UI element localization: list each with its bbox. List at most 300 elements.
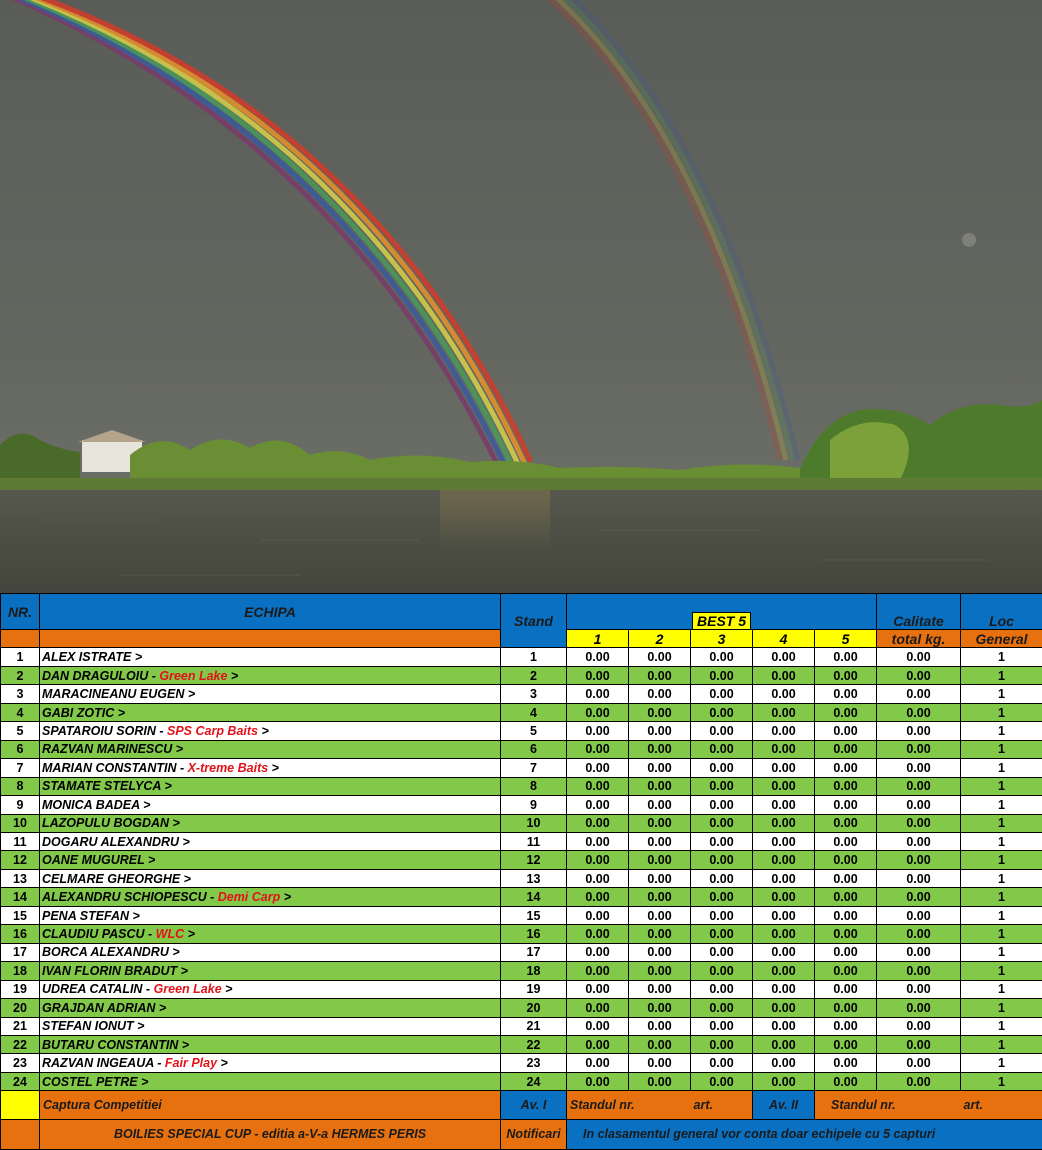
row-stand: 11: [501, 833, 567, 851]
row-best-5: 0.00: [815, 1017, 877, 1035]
row-best-5: 0.00: [815, 1054, 877, 1072]
row-team-name: [40, 925, 501, 943]
row-loc: 1: [961, 777, 1042, 795]
row-nr: 5: [1, 722, 40, 740]
best-5-label: BEST 5: [692, 612, 751, 629]
row-best-4: 0.00: [753, 666, 815, 684]
row-best-3: 0.00: [691, 796, 753, 814]
row-total: 0.00: [877, 648, 961, 666]
team-name: STEFAN IONUT >: [42, 1019, 145, 1034]
row-nr: 10: [1, 814, 40, 832]
row-best-2: 0.00: [629, 980, 691, 998]
row-total: 0.00: [877, 1035, 961, 1053]
row-team-name: [40, 1054, 501, 1072]
row-best-1: 0.00: [567, 777, 629, 795]
row-best-4: 0.00: [753, 814, 815, 832]
best-col-1: 1: [567, 630, 629, 648]
team-suffix: >: [258, 724, 269, 738]
row-team-name: [40, 1035, 501, 1053]
row-best-4: 0.00: [753, 1072, 815, 1090]
row-total: 0.00: [877, 906, 961, 924]
row-best-2: 0.00: [629, 888, 691, 906]
row-best-5: 0.00: [815, 648, 877, 666]
row-best-4: 0.00: [753, 1017, 815, 1035]
table-row: [1, 796, 1042, 814]
row-best-4: 0.00: [753, 962, 815, 980]
row-nr: 13: [1, 869, 40, 887]
row-loc: 1: [961, 925, 1042, 943]
row-best-5: 0.00: [815, 943, 877, 961]
row-team-name: [40, 814, 501, 832]
row-best-1: 0.00: [567, 1017, 629, 1035]
row-best-1: 0.00: [567, 1035, 629, 1053]
row-stand: 4: [501, 703, 567, 721]
row-team-name: [40, 740, 501, 758]
row-best-1: 0.00: [567, 759, 629, 777]
team-name: COSTEL PETRE >: [42, 1074, 149, 1089]
row-best-2: 0.00: [629, 685, 691, 703]
table-row: [1, 1017, 1042, 1035]
row-total: 0.00: [877, 759, 961, 777]
header-best: [567, 594, 877, 630]
team-name: RAZVAN MARINESCU >: [42, 742, 184, 757]
team-name: IVAN FLORIN BRADUT >: [42, 963, 188, 978]
row-best-1: 0.00: [567, 1072, 629, 1090]
row-total: 0.00: [877, 869, 961, 887]
row-best-2: 0.00: [629, 1035, 691, 1053]
header-calitate-sub: total kg.: [877, 630, 961, 648]
row-nr: 1: [1, 648, 40, 666]
row-team-name: [40, 962, 501, 980]
team-name: DOGARU ALEXANDRU >: [42, 834, 190, 849]
row-nr: 3: [1, 685, 40, 703]
row-best-1: 0.00: [567, 685, 629, 703]
row-loc: 1: [961, 906, 1042, 924]
row-nr: 4: [1, 703, 40, 721]
row-best-3: 0.00: [691, 962, 753, 980]
row-best-1: 0.00: [567, 943, 629, 961]
row-total: 0.00: [877, 722, 961, 740]
row-total: 0.00: [877, 1017, 961, 1035]
row-loc: 1: [961, 685, 1042, 703]
row-total: 0.00: [877, 943, 961, 961]
row-loc: 1: [961, 648, 1042, 666]
row-team-name: [40, 943, 501, 961]
row-best-5: 0.00: [815, 666, 877, 684]
row-best-5: 0.00: [815, 685, 877, 703]
row-best-5: 0.00: [815, 999, 877, 1017]
row-best-2: 0.00: [629, 1017, 691, 1035]
row-best-4: 0.00: [753, 869, 815, 887]
row-best-3: 0.00: [691, 980, 753, 998]
header-loc-sub: General: [961, 630, 1042, 648]
table-row: [1, 1035, 1042, 1053]
row-total: 0.00: [877, 1072, 961, 1090]
row-best-2: 0.00: [629, 703, 691, 721]
table-row: [1, 666, 1042, 684]
row-total: 0.00: [877, 925, 961, 943]
team-name: OANE MUGUREL >: [42, 853, 156, 868]
row-team-name: [40, 685, 501, 703]
footer-standul-2: Standul nr.: [815, 1091, 961, 1119]
row-total: 0.00: [877, 666, 961, 684]
header-nr: NR.: [1, 594, 40, 630]
row-team-name: [40, 666, 501, 684]
row-loc: 1: [961, 869, 1042, 887]
row-loc: 1: [961, 1035, 1042, 1053]
row-loc: 1: [961, 1017, 1042, 1035]
footer-captura: Captura Competitiei: [40, 1091, 501, 1119]
team-sponsor: Fair Play: [164, 1056, 218, 1071]
row-stand: 18: [501, 962, 567, 980]
row-loc: 1: [961, 833, 1042, 851]
row-best-5: 0.00: [815, 740, 877, 758]
team-name: STAMATE STELYCA >: [42, 779, 172, 794]
team-name: BUTARU CONSTANTIN >: [42, 1037, 190, 1052]
row-best-5: 0.00: [815, 722, 877, 740]
row-best-2: 0.00: [629, 1054, 691, 1072]
best-col-4: 4: [753, 630, 815, 648]
row-total: 0.00: [877, 999, 961, 1017]
team-name: DAN DRAGULOIU -: [42, 668, 160, 683]
footer-art-1: art.: [691, 1091, 753, 1119]
row-nr: 6: [1, 740, 40, 758]
row-team-name: [40, 851, 501, 869]
table-row: [1, 999, 1042, 1017]
team-name: MONICA BADEA >: [42, 797, 151, 812]
row-best-2: 0.00: [629, 869, 691, 887]
row-best-2: 0.00: [629, 722, 691, 740]
row-best-3: 0.00: [691, 814, 753, 832]
row-best-1: 0.00: [567, 962, 629, 980]
row-best-5: 0.00: [815, 962, 877, 980]
footer-av1: Av. I: [501, 1091, 567, 1119]
row-best-2: 0.00: [629, 851, 691, 869]
row-best-1: 0.00: [567, 722, 629, 740]
team-name: MARIAN CONSTANTIN -: [42, 760, 188, 775]
row-best-4: 0.00: [753, 648, 815, 666]
row-stand: 21: [501, 1017, 567, 1035]
row-nr: 15: [1, 906, 40, 924]
row-best-4: 0.00: [753, 777, 815, 795]
table-row: [1, 814, 1042, 832]
footer-event: BOILIES SPECIAL CUP - editia a-V-a HERMES PERIS: [40, 1119, 501, 1149]
header-loc: Loc: [961, 594, 1042, 630]
row-best-1: 0.00: [567, 925, 629, 943]
row-stand: 20: [501, 999, 567, 1017]
row-best-2: 0.00: [629, 943, 691, 961]
team-name: MARACINEANU EUGEN >: [42, 687, 196, 702]
table-row: [1, 648, 1042, 666]
row-total: 0.00: [877, 980, 961, 998]
row-best-2: 0.00: [629, 999, 691, 1017]
row-best-4: 0.00: [753, 722, 815, 740]
row-best-1: 0.00: [567, 888, 629, 906]
row-loc: 1: [961, 666, 1042, 684]
table-row: [1, 943, 1042, 961]
footer-note: In clasamentul general vor conta doar echipele cu 5 capturi: [567, 1119, 1042, 1149]
table-row: [1, 851, 1042, 869]
row-best-4: 0.00: [753, 906, 815, 924]
row-loc: 1: [961, 851, 1042, 869]
row-best-3: 0.00: [691, 666, 753, 684]
results-table: [0, 593, 1042, 1150]
row-best-3: 0.00: [691, 1035, 753, 1053]
row-best-1: 0.00: [567, 740, 629, 758]
row-stand: 15: [501, 906, 567, 924]
row-team-name: [40, 906, 501, 924]
row-best-1: 0.00: [567, 980, 629, 998]
row-best-4: 0.00: [753, 796, 815, 814]
row-loc: 1: [961, 740, 1042, 758]
row-total: 0.00: [877, 1054, 961, 1072]
row-best-3: 0.00: [691, 703, 753, 721]
table-row: [1, 1072, 1042, 1090]
row-best-1: 0.00: [567, 666, 629, 684]
row-team-name: [40, 1017, 501, 1035]
row-best-4: 0.00: [753, 685, 815, 703]
row-stand: 2: [501, 666, 567, 684]
row-best-4: 0.00: [753, 1054, 815, 1072]
row-best-2: 0.00: [629, 666, 691, 684]
table-row: [1, 722, 1042, 740]
table-row: [1, 906, 1042, 924]
row-best-4: 0.00: [753, 925, 815, 943]
row-nr: 14: [1, 888, 40, 906]
row-best-2: 0.00: [629, 759, 691, 777]
row-team-name: [40, 888, 501, 906]
row-best-4: 0.00: [753, 833, 815, 851]
table-row: [1, 759, 1042, 777]
row-team-name: [40, 980, 501, 998]
row-best-3: 0.00: [691, 759, 753, 777]
row-best-3: 0.00: [691, 1054, 753, 1072]
table-row: [1, 925, 1042, 943]
row-best-5: 0.00: [815, 888, 877, 906]
row-loc: 1: [961, 722, 1042, 740]
row-best-4: 0.00: [753, 1035, 815, 1053]
row-best-4: 0.00: [753, 943, 815, 961]
table-row: [1, 740, 1042, 758]
table-row: [1, 777, 1042, 795]
table-row: [1, 888, 1042, 906]
row-stand: 10: [501, 814, 567, 832]
row-best-4: 0.00: [753, 980, 815, 998]
team-suffix: >: [221, 982, 233, 997]
row-loc: 1: [961, 999, 1042, 1017]
team-name: GABI ZOTIC >: [42, 705, 125, 720]
row-loc: 1: [961, 943, 1042, 961]
row-best-3: 0.00: [691, 906, 753, 924]
row-loc: 1: [961, 888, 1042, 906]
row-loc: 1: [961, 1054, 1042, 1072]
row-best-5: 0.00: [815, 925, 877, 943]
row-best-1: 0.00: [567, 703, 629, 721]
row-stand: 1: [501, 648, 567, 666]
row-best-3: 0.00: [691, 1017, 753, 1035]
header-calitate: Calitate: [877, 594, 961, 630]
row-best-2: 0.00: [629, 648, 691, 666]
row-nr: 20: [1, 999, 40, 1017]
team-name: LAZOPULU BOGDAN >: [42, 816, 180, 831]
team-name: SPATAROIU SORIN -: [42, 724, 167, 738]
row-best-3: 0.00: [691, 833, 753, 851]
team-sponsor: Green Lake: [159, 668, 228, 683]
row-team-name: [40, 777, 501, 795]
row-team-name: [40, 796, 501, 814]
row-best-3: 0.00: [691, 777, 753, 795]
team-sponsor: SPS Carp Baits: [167, 724, 259, 738]
row-best-4: 0.00: [753, 703, 815, 721]
row-best-4: 0.00: [753, 759, 815, 777]
row-loc: 1: [961, 759, 1042, 777]
team-name: ALEXANDRU SCHIOPESCU -: [42, 890, 218, 905]
row-nr: 21: [1, 1017, 40, 1035]
team-name: UDREA CATALIN -: [42, 982, 154, 997]
row-best-1: 0.00: [567, 796, 629, 814]
team-suffix: >: [184, 926, 195, 941]
row-best-2: 0.00: [629, 906, 691, 924]
row-nr: 16: [1, 925, 40, 943]
row-best-3: 0.00: [691, 1072, 753, 1090]
row-team-name: [40, 759, 501, 777]
row-total: 0.00: [877, 962, 961, 980]
row-team-name: [40, 648, 501, 666]
row-best-5: 0.00: [815, 777, 877, 795]
row-loc: 1: [961, 1072, 1042, 1090]
row-best-1: 0.00: [567, 648, 629, 666]
row-best-5: 0.00: [815, 796, 877, 814]
row-loc: 1: [961, 796, 1042, 814]
row-loc: 1: [961, 703, 1042, 721]
row-best-3: 0.00: [691, 925, 753, 943]
row-total: 0.00: [877, 796, 961, 814]
row-best-5: 0.00: [815, 906, 877, 924]
row-best-2: 0.00: [629, 796, 691, 814]
row-best-5: 0.00: [815, 851, 877, 869]
row-team-name: [40, 869, 501, 887]
row-best-3: 0.00: [691, 648, 753, 666]
row-stand: 6: [501, 740, 567, 758]
row-best-2: 0.00: [629, 833, 691, 851]
row-best-3: 0.00: [691, 685, 753, 703]
row-best-3: 0.00: [691, 943, 753, 961]
row-best-2: 0.00: [629, 777, 691, 795]
row-stand: 22: [501, 1035, 567, 1053]
row-total: 0.00: [877, 851, 961, 869]
row-best-2: 0.00: [629, 1072, 691, 1090]
row-best-2: 0.00: [629, 814, 691, 832]
row-stand: 14: [501, 888, 567, 906]
row-best-5: 0.00: [815, 980, 877, 998]
row-best-3: 0.00: [691, 888, 753, 906]
team-sponsor: Demi Carp: [217, 890, 281, 905]
row-stand: 8: [501, 777, 567, 795]
footer-notificari: Notificari: [501, 1119, 567, 1149]
header-echipa-sub: [40, 630, 501, 648]
row-best-4: 0.00: [753, 851, 815, 869]
row-best-5: 0.00: [815, 833, 877, 851]
team-name: PENA STEFAN >: [42, 908, 140, 923]
row-best-1: 0.00: [567, 851, 629, 869]
row-total: 0.00: [877, 888, 961, 906]
row-best-3: 0.00: [691, 740, 753, 758]
row-best-2: 0.00: [629, 925, 691, 943]
footer-art-2: art.: [961, 1091, 1042, 1119]
row-best-4: 0.00: [753, 740, 815, 758]
row-stand: 24: [501, 1072, 567, 1090]
row-total: 0.00: [877, 833, 961, 851]
best-col-5: 5: [815, 630, 877, 648]
row-best-5: 0.00: [815, 1072, 877, 1090]
team-sponsor: Green Lake: [153, 982, 222, 997]
row-nr: 17: [1, 943, 40, 961]
row-best-5: 0.00: [815, 869, 877, 887]
row-team-name: [40, 999, 501, 1017]
row-nr: 2: [1, 666, 40, 684]
table-row: [1, 1054, 1042, 1072]
row-stand: 7: [501, 759, 567, 777]
row-total: 0.00: [877, 777, 961, 795]
team-name: RAZVAN INGEAUA -: [42, 1056, 165, 1071]
row-best-1: 0.00: [567, 869, 629, 887]
row-best-1: 0.00: [567, 999, 629, 1017]
team-name: ALEX ISTRATE >: [42, 650, 143, 665]
team-suffix: >: [280, 890, 292, 905]
row-nr: 9: [1, 796, 40, 814]
row-best-5: 0.00: [815, 814, 877, 832]
team-suffix: >: [268, 760, 279, 775]
row-stand: 16: [501, 925, 567, 943]
best-col-3: 3: [691, 630, 753, 648]
row-best-2: 0.00: [629, 962, 691, 980]
header-nr-sub: [1, 630, 40, 648]
row-team-name: [40, 1072, 501, 1090]
row-total: 0.00: [877, 814, 961, 832]
team-name: BORCA ALEXANDRU >: [42, 945, 180, 960]
table-row: [1, 962, 1042, 980]
row-loc: 1: [961, 980, 1042, 998]
row-nr: 12: [1, 851, 40, 869]
row-nr: 7: [1, 759, 40, 777]
row-nr: 24: [1, 1072, 40, 1090]
row-best-1: 0.00: [567, 833, 629, 851]
row-best-1: 0.00: [567, 906, 629, 924]
row-nr: 22: [1, 1035, 40, 1053]
header-echipa: ECHIPA: [40, 594, 501, 630]
row-total: 0.00: [877, 685, 961, 703]
row-nr: 23: [1, 1054, 40, 1072]
row-nr: 19: [1, 980, 40, 998]
team-name: CLAUDIU PASCU -: [42, 926, 156, 941]
row-best-3: 0.00: [691, 722, 753, 740]
team-sponsor: X-treme Baits: [187, 760, 269, 775]
row-stand: 9: [501, 796, 567, 814]
footer-orange-cell: [1, 1119, 40, 1149]
row-best-3: 0.00: [691, 851, 753, 869]
table-row: [1, 869, 1042, 887]
team-name: GRAJDAN ADRIAN >: [42, 1000, 167, 1015]
team-suffix: >: [227, 668, 239, 683]
row-stand: 13: [501, 869, 567, 887]
row-best-5: 0.00: [815, 759, 877, 777]
row-stand: 19: [501, 980, 567, 998]
footer-standul-1: Standul nr.: [567, 1091, 691, 1119]
row-best-1: 0.00: [567, 1054, 629, 1072]
row-total: 0.00: [877, 703, 961, 721]
row-best-3: 0.00: [691, 999, 753, 1017]
row-best-1: 0.00: [567, 814, 629, 832]
